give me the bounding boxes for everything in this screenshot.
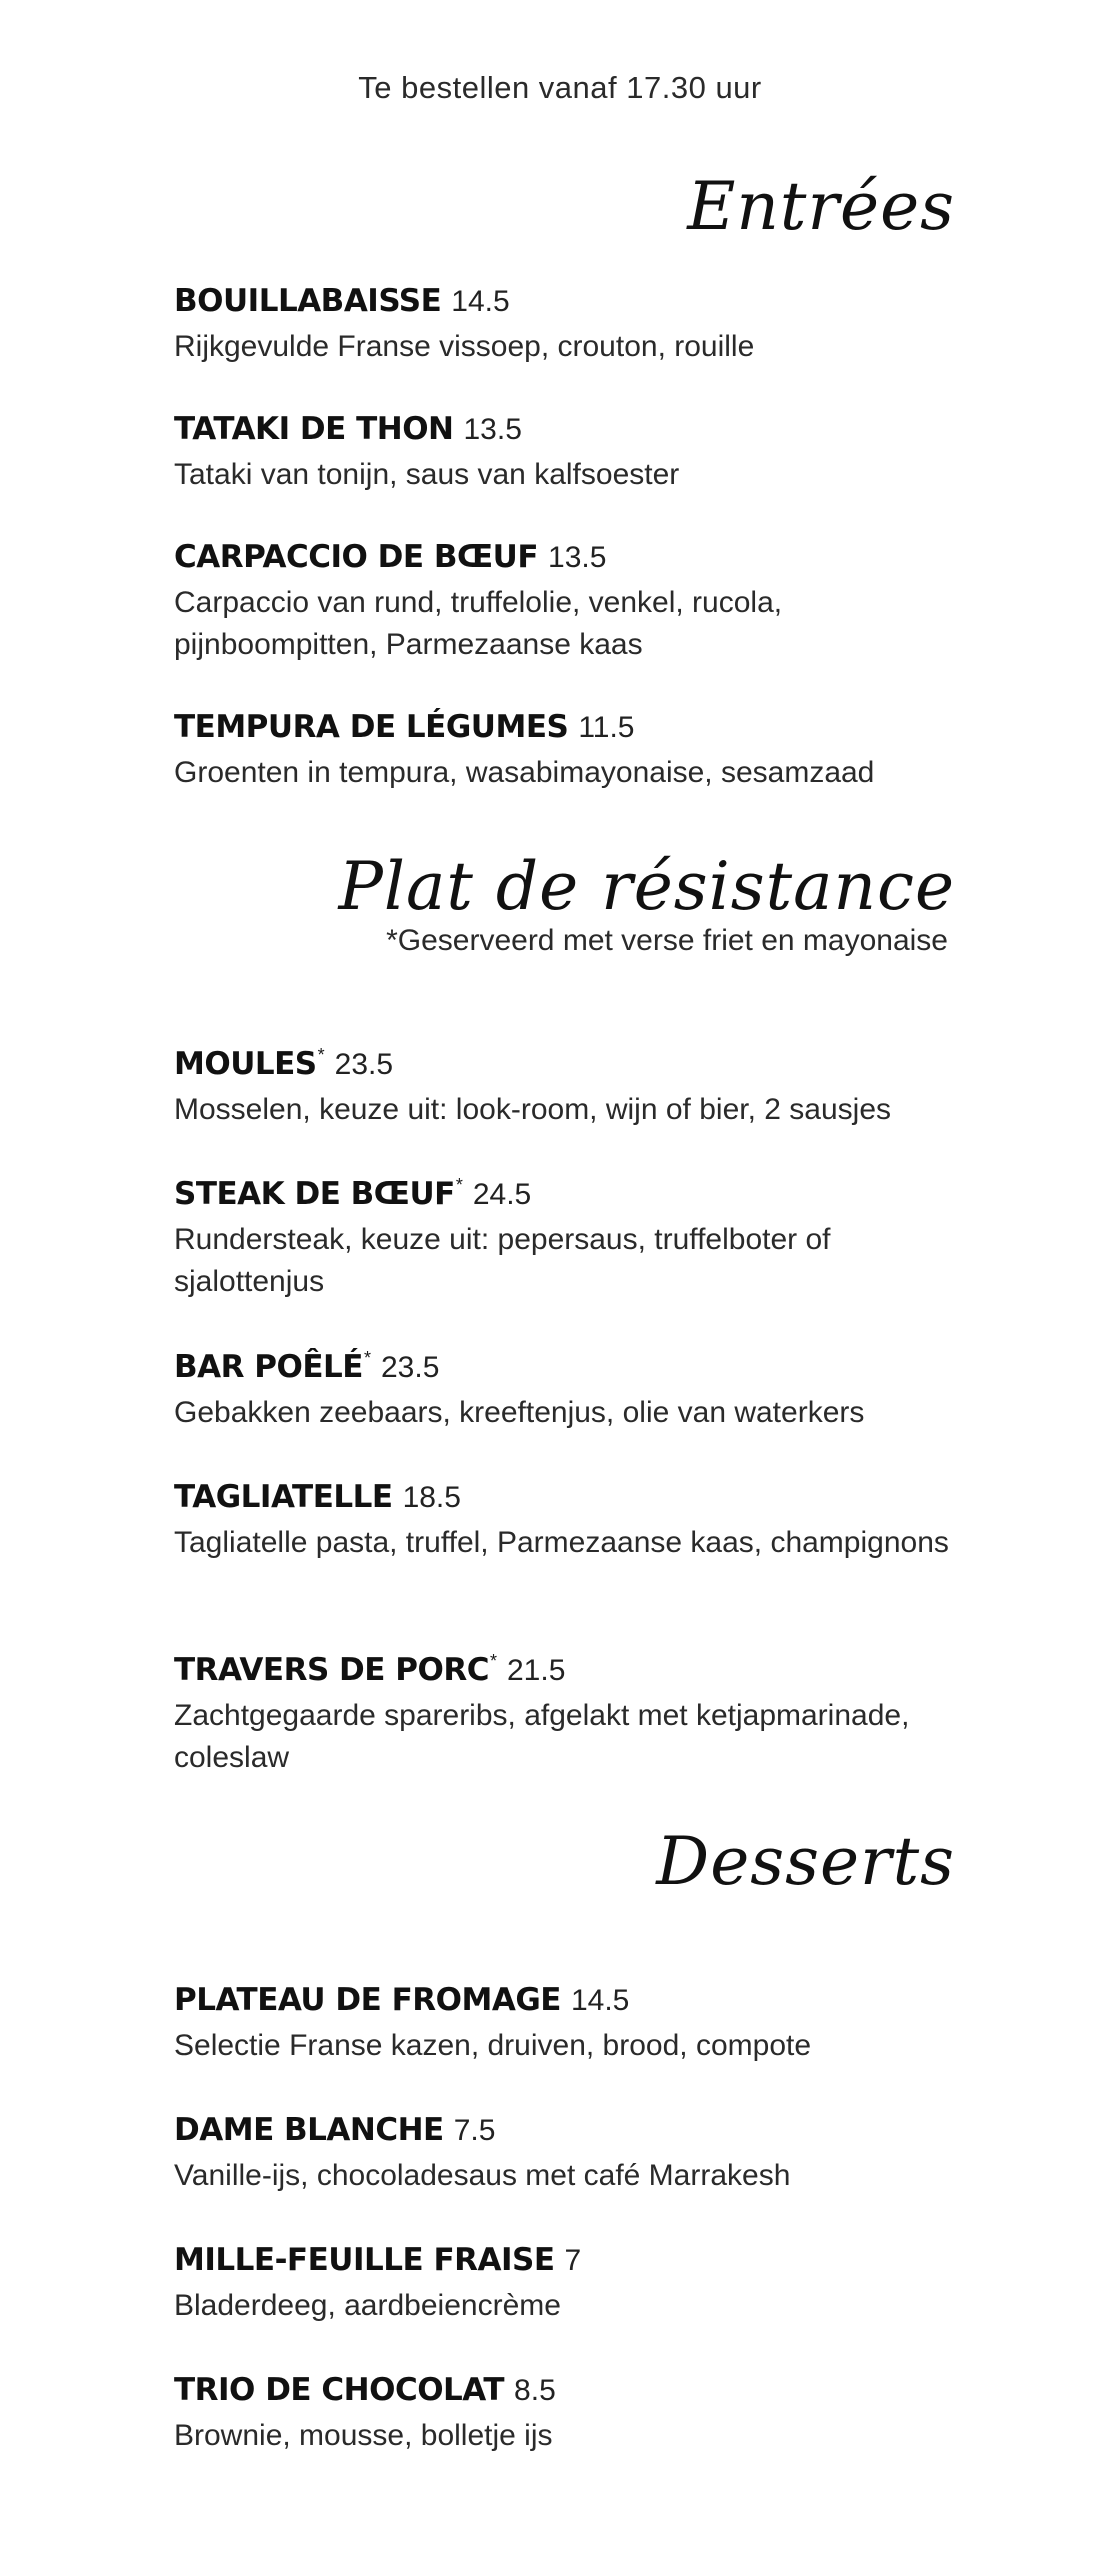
menu-item <box>174 283 974 368</box>
fries-note: *Geserveerd met verse friet en mayonaise <box>386 924 948 957</box>
item-asterisk: * <box>363 1348 371 1368</box>
item-price: 8.5 <box>514 2374 556 2407</box>
menu-item <box>174 1046 974 1131</box>
item-name: BAR POÊLÉ <box>174 1349 363 1385</box>
item-price: 13.5 <box>463 413 522 446</box>
item-description: Mosselen, keuze uit: look-room, wijn of bier, 2 sausjes <box>174 1093 891 1126</box>
item-price: 18.5 <box>402 1481 461 1514</box>
item-description: Tataki van tonijn, saus van kalfsoester <box>174 458 680 491</box>
item-name: STEAK DE BŒUF <box>174 1176 455 1212</box>
menu-item <box>174 411 974 496</box>
item-price: 13.5 <box>548 541 607 574</box>
menu-item <box>174 2372 974 2457</box>
item-price: 23.5 <box>334 1048 394 1081</box>
item-name: MOULES <box>174 1046 317 1082</box>
item-name: TRIO DE CHOCOLAT <box>174 2372 505 2408</box>
item-description: Selectie Franse kazen, druiven, brood, compote <box>174 2029 812 2062</box>
item-description: Brownie, mousse, bolletje ijs <box>174 2419 553 2452</box>
item-price: 24.5 <box>472 1178 532 1211</box>
item-name: PLATEAU DE FROMAGE <box>174 1982 561 2018</box>
item-name: MILLE-FEUILLE FRAISE <box>174 2242 555 2278</box>
order-time-note: Te bestellen vanaf 17.30 uur <box>358 70 762 105</box>
section-title-plat: Plat de résistance <box>338 848 955 925</box>
item-asterisk: * <box>455 1175 463 1195</box>
item-name: TATAKI DE THON <box>174 411 454 447</box>
item-name: DAME BLANCHE <box>174 2112 444 2148</box>
item-description: Carpaccio van rund, truffelolie, venkel, rucola, pijnboompitten, Parmezaanse kaas <box>174 586 783 661</box>
item-description: Vanille-ijs, chocoladesaus met café Marrakesh <box>174 2159 791 2192</box>
item-price: 21.5 <box>506 1654 566 1687</box>
item-description: Rundersteak, keuze uit: pepersaus, truffelboter of sjalottenjus <box>174 1223 831 1298</box>
item-price: 11.5 <box>578 711 635 744</box>
item-price: 7.5 <box>453 2114 496 2147</box>
menu-item <box>174 2112 974 2197</box>
section-title-desserts: Desserts <box>656 1823 955 1900</box>
item-description: Gebakken zeebaars, kreeftenjus, olie van waterkers <box>174 1396 865 1429</box>
item-price: 7 <box>564 2244 582 2277</box>
item-price: 14.5 <box>570 1984 630 2017</box>
item-name: CARPACCIO DE BŒUF <box>174 539 539 575</box>
item-description: Rijkgevulde Franse vissoep, crouton, rouille <box>174 330 755 363</box>
item-asterisk: * <box>317 1045 325 1065</box>
item-description: Tagliatelle pasta, truffel, Parmezaanse kaas, champignons <box>174 1526 949 1559</box>
menu-item <box>174 1349 974 1434</box>
menu-item <box>174 709 974 794</box>
item-description: Bladerdeeg, aardbeiencrème <box>174 2289 561 2322</box>
menu-item <box>174 1479 974 1564</box>
menu-item <box>174 2242 974 2327</box>
item-asterisk: * <box>489 1651 497 1671</box>
item-name: BOUILLABAISSE <box>174 283 442 319</box>
menu-item <box>174 539 974 666</box>
item-price: 23.5 <box>380 1351 440 1384</box>
menu-item <box>174 1982 974 2067</box>
item-name: TRAVERS DE PORC <box>174 1652 489 1688</box>
section-title-entrees: Entrées <box>687 168 955 245</box>
item-description: Zachtgegaarde spareribs, afgelakt met ketjapmarinade, coleslaw <box>174 1699 910 1774</box>
item-name: TAGLIATELLE <box>174 1479 393 1515</box>
menu-item <box>174 1652 974 1779</box>
item-description: Groenten in tempura, wasabimayonaise, sesamzaad <box>174 756 875 789</box>
item-price: 14.5 <box>451 285 510 318</box>
item-name: TEMPURA DE LÉGUMES <box>174 709 569 745</box>
menu-item <box>174 1176 974 1303</box>
